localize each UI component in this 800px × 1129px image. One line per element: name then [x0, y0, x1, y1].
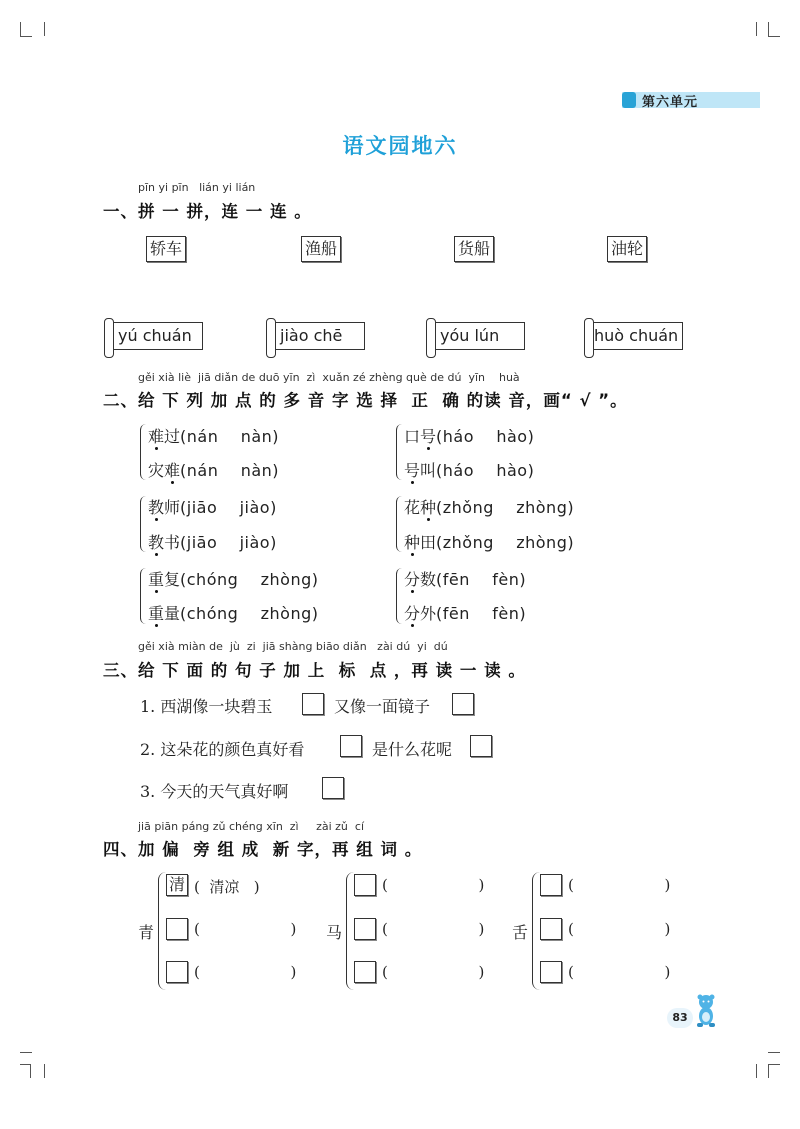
polyphone-item[interactable] [404, 424, 534, 447]
crop-mark [768, 1064, 769, 1078]
item-word: 重复 [148, 570, 181, 589]
crop-mark [768, 1052, 780, 1053]
word-paren[interactable]: ( ) [382, 920, 485, 938]
crop-mark [20, 22, 21, 36]
item-pinyin: (háo hào) [436, 461, 535, 480]
emphasis-dot [411, 553, 414, 556]
word-paren[interactable]: ( ) [194, 963, 297, 981]
word-paren[interactable]: ( ) [194, 920, 297, 938]
item-pinyin: (chóng zhòng) [180, 570, 319, 589]
pinyin-scroll[interactable] [584, 318, 684, 352]
item-word: 口号 [404, 427, 437, 446]
sentence-number: 1. [140, 697, 156, 716]
section4-pinyin: jiā piān páng zǔ chéng xīn zì zài zǔ cí [138, 820, 365, 833]
section4-heading: 四、加 偏 旁 组 成 新 字，再 组 词 。 [103, 840, 423, 859]
word-paren[interactable]: ( ) [382, 963, 485, 981]
character-box[interactable] [540, 874, 562, 896]
emphasis-dot [155, 553, 158, 556]
polyphone-item[interactable] [148, 495, 277, 518]
crop-mark [768, 1064, 780, 1065]
item-word: 花种 [404, 498, 437, 517]
character-box[interactable] [540, 961, 562, 983]
sentence-part: 今天的天气真好啊 [160, 782, 289, 801]
punctuation-box[interactable] [302, 693, 324, 715]
pinyin-scroll[interactable] [426, 318, 526, 352]
sentence [140, 694, 272, 717]
item-pinyin: (fēn fèn) [436, 604, 527, 623]
emphasis-dot [171, 481, 174, 484]
polyphone-item[interactable] [404, 495, 574, 518]
item-pinyin: (zhǒng zhòng) [436, 498, 575, 517]
word-paren[interactable]: ( ) [568, 963, 671, 981]
pinyin-scroll[interactable] [104, 318, 204, 352]
sentence [140, 779, 288, 802]
scroll-pinyin: yóu lún [440, 326, 500, 345]
page-title: 语文园地六 [342, 134, 458, 158]
section1-heading: 一、拼 一 拼，连 一 连 。 [103, 202, 312, 221]
scroll-roll [104, 318, 114, 358]
scroll-roll [426, 318, 436, 358]
page-number: 83 [667, 1008, 693, 1028]
crop-mark [44, 1064, 45, 1078]
word-box[interactable]: 渔船 [301, 236, 341, 262]
section1-pinyin: pīn yi pīn lián yi lián [138, 181, 256, 194]
punctuation-box[interactable] [340, 735, 362, 757]
punctuation-box[interactable] [452, 693, 474, 715]
item-word: 灾难 [148, 461, 181, 480]
emphasis-dot [155, 518, 158, 521]
emphasis-dot [427, 447, 430, 450]
example-word: 清凉 [209, 878, 240, 896]
sentence-part: 这朵花的颜色真好看 [160, 740, 305, 759]
punctuation-box[interactable] [322, 777, 344, 799]
item-word: 教书 [148, 533, 181, 552]
sentence-part: 是什么花呢 [372, 740, 453, 759]
section3-pinyin: gěi xià miàn de jù zi jiā shàng biāo diǎn zài dú yi dú [138, 640, 448, 653]
character-box[interactable] [354, 961, 376, 983]
base-character: 青 [138, 923, 155, 942]
scroll-roll [266, 318, 276, 358]
item-word: 种田 [404, 533, 437, 552]
scroll-pinyin: jiào chē [280, 326, 343, 345]
sentence-part: 西湖像一块碧玉 [160, 697, 273, 716]
emphasis-dot [155, 624, 158, 627]
item-word: 分外 [404, 604, 437, 623]
word-paren[interactable]: ( ) [568, 920, 671, 938]
sentence-number: 3. [140, 782, 156, 801]
section3-heading: 三、给 下 面 的 句 子 加 上 标 点 ，再 读 一 读 。 [103, 661, 526, 680]
crop-mark [20, 1052, 32, 1053]
item-pinyin: (jiāo jiào) [180, 533, 277, 552]
character-box[interactable] [354, 918, 376, 940]
item-word: 重量 [148, 604, 181, 623]
base-character: 舌 [512, 923, 529, 942]
unit-label: 第六单元 [642, 95, 699, 110]
item-pinyin: (nán nàn) [180, 427, 280, 446]
emphasis-dot [155, 447, 158, 450]
section2-pinyin: gěi xià liè jiā diǎn de duō yīn zì xuǎn zé zhèng què de dú yīn huà [138, 371, 520, 384]
unit-tag [622, 92, 760, 108]
word-paren[interactable]: ( ) [382, 876, 485, 894]
punctuation-box[interactable] [470, 735, 492, 757]
item-word: 分数 [404, 570, 437, 589]
item-pinyin: (háo hào) [436, 427, 535, 446]
character-box[interactable] [354, 874, 376, 896]
pinyin-scroll[interactable] [266, 318, 366, 352]
polyphone-item[interactable] [148, 601, 319, 624]
item-pinyin: (nán nàn) [180, 461, 280, 480]
emphasis-dot [427, 518, 430, 521]
unit-tag-marker [622, 92, 636, 108]
emphasis-dot [411, 481, 414, 484]
polyphone-item[interactable] [404, 458, 534, 481]
item-pinyin: (chóng zhòng) [180, 604, 319, 623]
crop-mark [44, 22, 45, 36]
word-box[interactable]: 货船 [454, 236, 494, 262]
crop-mark [768, 22, 769, 36]
crop-mark [756, 1064, 757, 1078]
character-box[interactable] [166, 961, 188, 983]
item-pinyin: (jiāo jiào) [180, 498, 277, 517]
emphasis-dot [411, 590, 414, 593]
word-box[interactable]: 油轮 [607, 236, 647, 262]
polyphone-item[interactable] [404, 567, 526, 590]
scroll-roll [584, 318, 594, 358]
item-pinyin: (zhǒng zhòng) [436, 533, 575, 552]
item-pinyin: (fēn fèn) [436, 570, 527, 589]
polyphone-item[interactable] [404, 530, 574, 553]
section2-heading: 二、给 下 列 加 点 的 多 音 字 选 择 正 确 的读 音，画“ √ ”。 [103, 391, 628, 410]
sentence-part: 又像一面镜子 [334, 697, 431, 716]
polyphone-item[interactable] [148, 424, 279, 447]
item-word: 教师 [148, 498, 181, 517]
polyphone-item[interactable] [148, 530, 277, 553]
polyphone-item[interactable] [148, 567, 319, 590]
scroll-pinyin: huò chuán [594, 326, 679, 345]
emphasis-dot [411, 624, 414, 627]
crop-mark [30, 1064, 31, 1078]
word-box[interactable]: 轿车 [146, 236, 186, 262]
crop-mark [20, 36, 32, 37]
crop-mark [756, 22, 757, 36]
scroll-pinyin: yú chuán [118, 326, 192, 345]
item-word: 难过 [148, 427, 181, 446]
word-paren[interactable]: ( 清凉 ) [194, 878, 260, 896]
word-paren[interactable]: ( ) [568, 876, 671, 894]
polyphone-item[interactable] [148, 458, 279, 481]
polyphone-item[interactable] [404, 601, 526, 624]
sentence [140, 737, 304, 760]
crop-mark [768, 36, 780, 37]
emphasis-dot [155, 590, 158, 593]
bear-mascot-icon [694, 994, 718, 1028]
character-box[interactable] [166, 918, 188, 940]
crop-mark [20, 1064, 30, 1065]
character-box[interactable]: 清 [166, 874, 188, 896]
sentence-number: 2. [140, 740, 156, 759]
character-box[interactable] [540, 918, 562, 940]
base-character: 马 [326, 923, 343, 942]
item-word: 号叫 [404, 461, 437, 480]
